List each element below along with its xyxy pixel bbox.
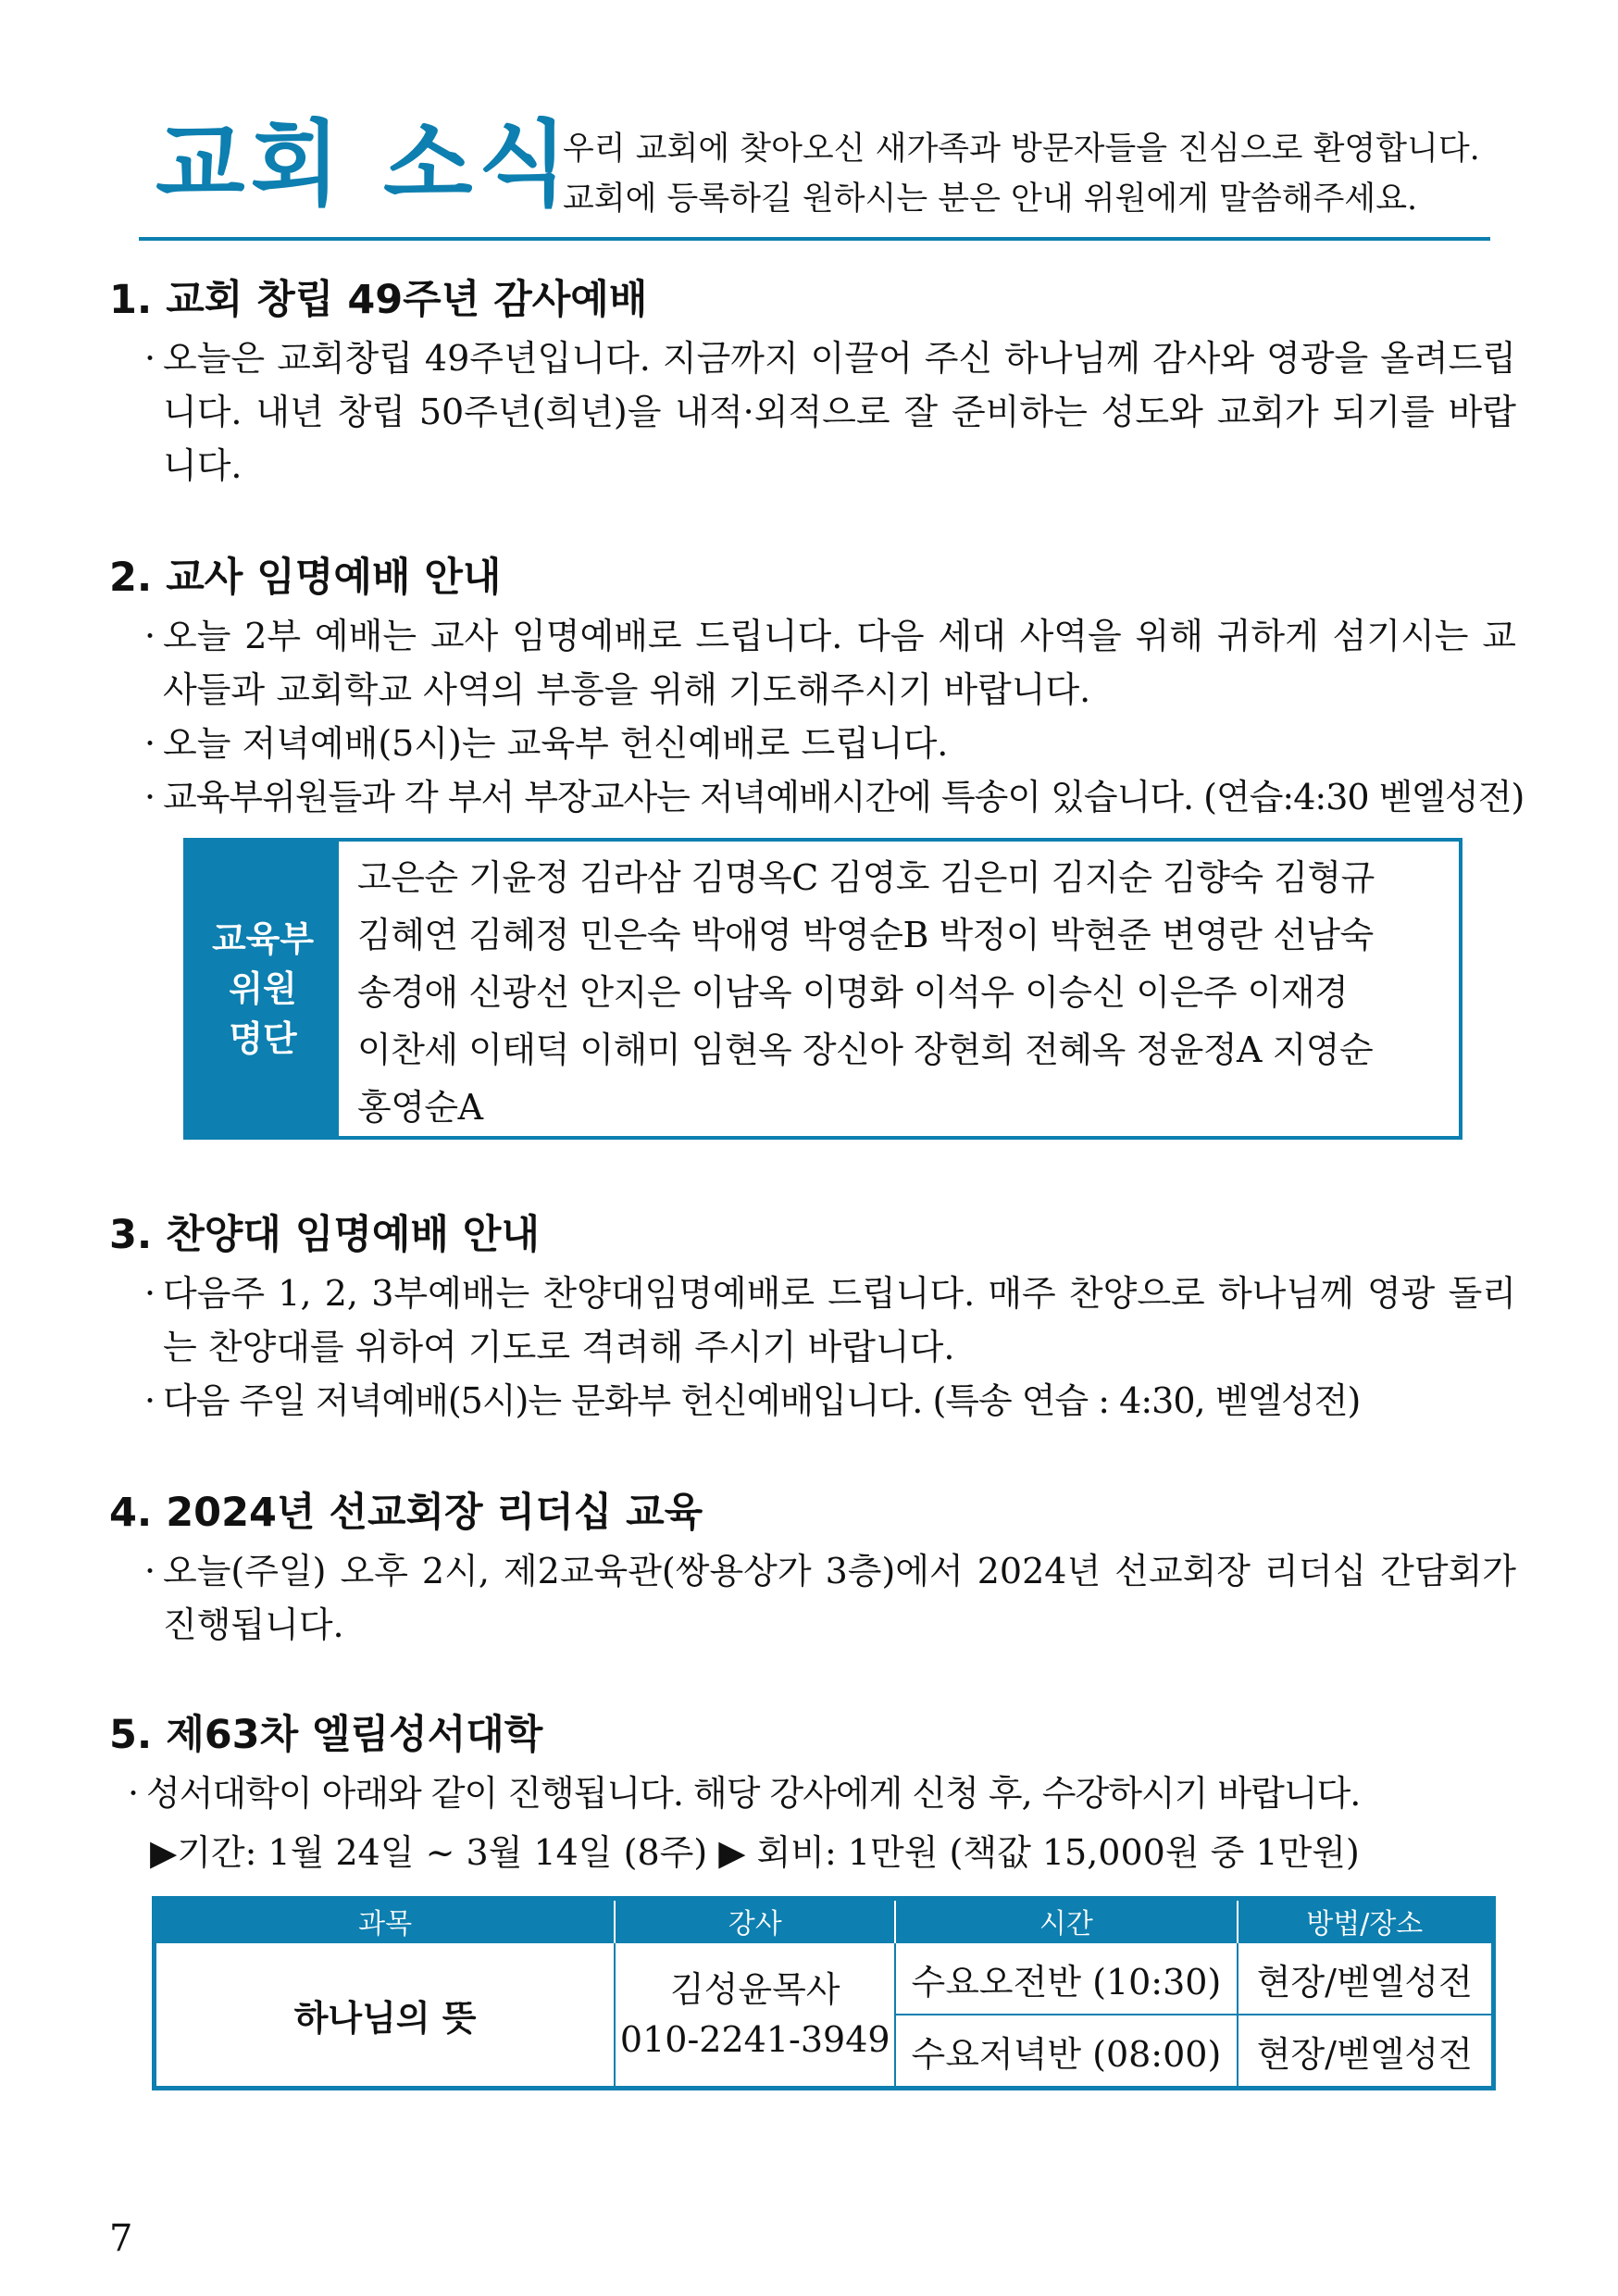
- bullet-icon: ·: [144, 338, 156, 379]
- section-title: 2. 교사 임명예배 안내: [109, 555, 502, 601]
- section-anniversary: [109, 274, 1516, 493]
- section-bible-college: [109, 1709, 1516, 1820]
- session-place: 현장/벧엘성전: [1238, 2015, 1494, 2089]
- section-title: 5. 제63차 엘림성서대학: [109, 1712, 543, 1758]
- bullet-icon: ·: [128, 1773, 139, 1814]
- section-choir-appointment: [109, 1209, 1516, 1428]
- bullet-icon: ·: [144, 1273, 156, 1314]
- column-header-instructor: 강사: [615, 1899, 895, 1943]
- instructor-phone: 010-2241-3949: [619, 2019, 890, 2060]
- bullet-list: [109, 1267, 1516, 1428]
- column-header-time: 시간: [895, 1899, 1237, 1943]
- section-title: 4. 2024년 선교회장 리더십 교육: [109, 1490, 703, 1536]
- section-teacher-appointment: [109, 552, 1525, 824]
- course-table: [152, 1896, 1496, 2090]
- session-place: 현장/벧엘성전: [1238, 1942, 1494, 2015]
- bullet-list: [109, 609, 1525, 824]
- course-period-fee: ▶기간: 1월 24일 ~ 3월 14일 (8주) ▶ 회비: 1만원 (책값 15,000원 중 1만원): [150, 1832, 1360, 1873]
- education-committee-roster: [183, 838, 1462, 1140]
- list-item: · 다음주 1, 2, 3부예배는 찬양대임명예배로 드립니다. 매주 찬양으로 하나님께 영광 돌리는 찬양대를 위하여 기도로 격려해 주시기 바랍니다.: [109, 1267, 1516, 1374]
- table-header-row: [155, 1899, 1494, 1943]
- instructor-name: 김성윤목사: [669, 1969, 840, 2010]
- bullet-icon: ·: [144, 1551, 156, 1591]
- list-item: · 오늘 저녁예배(5시)는 교육부 헌신예배로 드립니다.: [109, 717, 1516, 770]
- bullet-icon: ·: [144, 616, 156, 656]
- section-title: 3. 찬양대 임명예배 안내: [109, 1212, 541, 1258]
- bullet-icon: ·: [144, 777, 156, 817]
- bullet-list: [109, 1544, 1516, 1652]
- column-header-place: 방법/장소: [1238, 1899, 1494, 1943]
- bullet-icon: ·: [144, 723, 156, 764]
- page-header: [139, 109, 1490, 246]
- roster-label: 교육부 위원 명단: [187, 842, 339, 1136]
- roster-row: 김혜연 김혜정 민은숙 박애영 박영순B 박정이 박현준 변영란 선남숙: [357, 915, 1374, 955]
- roster-row: 고은순 기윤정 김라삼 김명옥C 김영호 김은미 김지순 김향숙 김형규: [357, 857, 1375, 898]
- list-item: · 성서대학이 아래와 같이 진행됩니다. 해당 강사에게 신청 후, 수강하시기 바랍니다.: [109, 1766, 1516, 1820]
- list-item: · 교육부위원들과 각 부서 부장교사는 저녁예배시간에 특송이 있습니다. (연습:4:30 벧엘성전): [109, 770, 1516, 824]
- course-instructor: [615, 1942, 895, 2089]
- session-time: 수요오전반 (10:30): [895, 1942, 1237, 2015]
- section-title: 1. 교회 창립 49주년 감사예배: [109, 277, 648, 323]
- course-subject: 하나님의 뜻: [155, 1942, 616, 2089]
- bullet-list: [109, 1766, 1516, 1820]
- section-leadership-training: [109, 1487, 1516, 1652]
- roster-row: 홍영순A: [357, 1087, 483, 1128]
- list-item: · 오늘은 교회창립 49주년입니다. 지금까지 이끌어 주신 하나님께 감사와 영광을 올려드립니다. 내년 창립 50주년(희년)을 내적·외적으로 잘 준비하는 성도와 교회가 되기를 바랍니다.: [109, 331, 1516, 493]
- list-item: · 오늘(주일) 오후 2시, 제2교육관(쌍용상가 3층)에서 2024년 선교회장 리더십 간담회가 진행됩니다.: [109, 1544, 1516, 1652]
- roster-names: [339, 842, 1459, 1136]
- roster-row: 송경애 신광선 안지은 이남옥 이명화 이석우 이승신 이은주 이재경: [357, 972, 1349, 1013]
- table-row: [155, 1942, 1494, 2015]
- header-divider: [139, 237, 1490, 241]
- bullet-icon: ·: [144, 1380, 156, 1421]
- list-item: · 다음 주일 저녁예배(5시)는 문화부 헌신예배입니다. (특송 연습 : 4:30, 벧엘성전): [109, 1374, 1516, 1428]
- page-title: 교회 소식: [156, 110, 574, 218]
- welcome-line-1: 우리 교회에 찾아오신 새가족과 방문자들을 진심으로 환영합니다.: [563, 131, 1480, 168]
- session-time: 수요저녁반 (08:00): [895, 2015, 1237, 2089]
- list-item: · 오늘 2부 예배는 교사 임명예배로 드립니다. 다음 세대 사역을 위해 귀하게 섬기시는 교사들과 교회학교 사역의 부흥을 위해 기도해주시기 바랍니다.: [109, 609, 1516, 717]
- welcome-line-2: 교회에 등록하길 원하시는 분은 안내 위원에게 말씀해주세요.: [563, 181, 1418, 218]
- column-header-subject: 과목: [155, 1899, 616, 1943]
- roster-row: 이찬세 이태덕 이해미 임현옥 장신아 장현희 전혜옥 정윤정A 지영순: [357, 1029, 1374, 1070]
- bullet-list: [109, 331, 1516, 493]
- welcome-message: [563, 124, 1480, 224]
- page-number: 7: [109, 2217, 133, 2260]
